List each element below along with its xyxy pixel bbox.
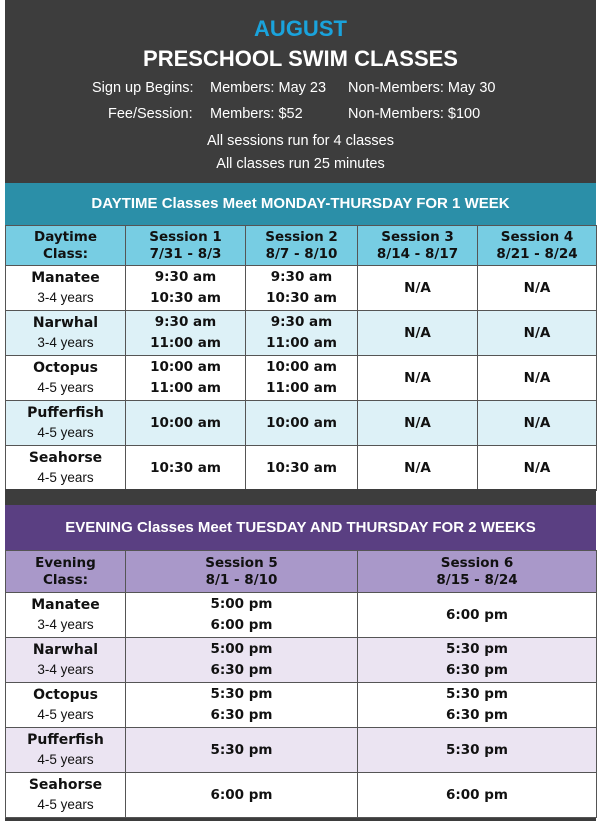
class-cell: Narwhal 3-4 years (6, 311, 126, 356)
evening-table (5, 550, 597, 818)
class-cell: Octopus 4-5 years (6, 356, 126, 401)
time-cell: 6:00 pm (126, 773, 358, 818)
time-cell: N/A (478, 446, 597, 491)
class-cell: Narwhal 3-4 years (6, 638, 126, 683)
class-cell: Pufferfish 4-5 years (6, 401, 126, 446)
time-cell: 6:00 pm (358, 593, 597, 638)
sessions-note: All sessions run for 4 classes (207, 133, 394, 149)
time-cell: 6:00 pm (358, 773, 597, 818)
time-cell: N/A (478, 356, 597, 401)
table-row (6, 356, 597, 401)
time-cell: N/A (358, 401, 478, 446)
time-cell: 9:30 am 10:30 am (126, 266, 246, 311)
time-cell: 5:00 pm 6:00 pm (126, 593, 358, 638)
session-6-header: Session 6 8/15 - 8/24 (358, 551, 597, 593)
schedule-sheet (5, 0, 596, 821)
table-row (6, 266, 597, 311)
fee-nonmembers: Non-Members: $100 (348, 106, 481, 122)
table-row (6, 401, 597, 446)
table-row (6, 446, 597, 491)
evening-header-row (6, 551, 597, 593)
time-cell: 9:30 am 11:00 am (126, 311, 246, 356)
time-cell: 10:30 am (246, 446, 358, 491)
session-4-header: Session 4 8/21 - 8/24 (478, 226, 597, 266)
session-5-header: Session 5 8/1 - 8/10 (126, 551, 358, 593)
fee-members: Members: $52 (210, 106, 303, 122)
time-cell: 5:30 pm (358, 728, 597, 773)
time-cell: N/A (358, 311, 478, 356)
signup-members: Members: May 23 (210, 80, 327, 96)
daytime-banner: DAYTIME Classes Meet MONDAY-THURSDAY FOR 1 WEEK (5, 183, 596, 225)
time-cell: 5:30 pm 6:30 pm (126, 683, 358, 728)
table-row (6, 638, 597, 683)
page-title: PRESCHOOL SWIM CLASSES (143, 46, 458, 71)
time-cell: 5:00 pm 6:30 pm (126, 638, 358, 683)
table-row (6, 311, 597, 356)
time-cell: N/A (358, 446, 478, 491)
time-cell: N/A (358, 266, 478, 311)
signup-nonmembers: Non-Members: May 30 (348, 80, 496, 96)
time-cell: 5:30 pm 6:30 pm (358, 683, 597, 728)
time-cell: N/A (478, 401, 597, 446)
table-row (6, 683, 597, 728)
fee-label: Fee/Session: (108, 106, 193, 122)
evening-banner: EVENING Classes Meet TUESDAY AND THURSDAY FOR 2 WEEKS (5, 505, 596, 550)
table-row (6, 773, 597, 818)
daytime-class-header: Daytime Class: (6, 226, 126, 266)
time-cell: 10:00 am (246, 401, 358, 446)
time-cell: N/A (478, 266, 597, 311)
time-cell: 9:30 am 11:00 am (246, 311, 358, 356)
time-cell: 9:30 am 10:30 am (246, 266, 358, 311)
class-cell: Manatee 3-4 years (6, 593, 126, 638)
time-cell: 10:00 am 11:00 am (246, 356, 358, 401)
evening-class-header: Evening Class: (6, 551, 126, 593)
time-cell: 10:00 am (126, 401, 246, 446)
class-cell: Seahorse 4-5 years (6, 773, 126, 818)
table-row (6, 728, 597, 773)
header (5, 0, 596, 183)
session-3-header: Session 3 8/14 - 8/17 (358, 226, 478, 266)
session-2-header: Session 2 8/7 - 8/10 (246, 226, 358, 266)
daytime-table (5, 225, 597, 491)
time-cell: 10:00 am 11:00 am (126, 356, 246, 401)
time-cell: N/A (478, 311, 597, 356)
time-cell: 5:30 pm (126, 728, 358, 773)
signup-label: Sign up Begins: (92, 80, 194, 96)
time-cell: 5:30 pm 6:30 pm (358, 638, 597, 683)
class-cell: Pufferfish 4-5 years (6, 728, 126, 773)
class-cell: Manatee 3-4 years (6, 266, 126, 311)
session-1-header: Session 1 7/31 - 8/3 (126, 226, 246, 266)
time-cell: 10:30 am (126, 446, 246, 491)
class-cell: Octopus 4-5 years (6, 683, 126, 728)
month-title: AUGUST (254, 16, 347, 41)
section-divider (5, 489, 596, 505)
class-cell: Seahorse 4-5 years (6, 446, 126, 491)
time-cell: N/A (358, 356, 478, 401)
table-row (6, 593, 597, 638)
duration-note: All classes run 25 minutes (216, 156, 385, 172)
daytime-header-row (6, 226, 597, 266)
